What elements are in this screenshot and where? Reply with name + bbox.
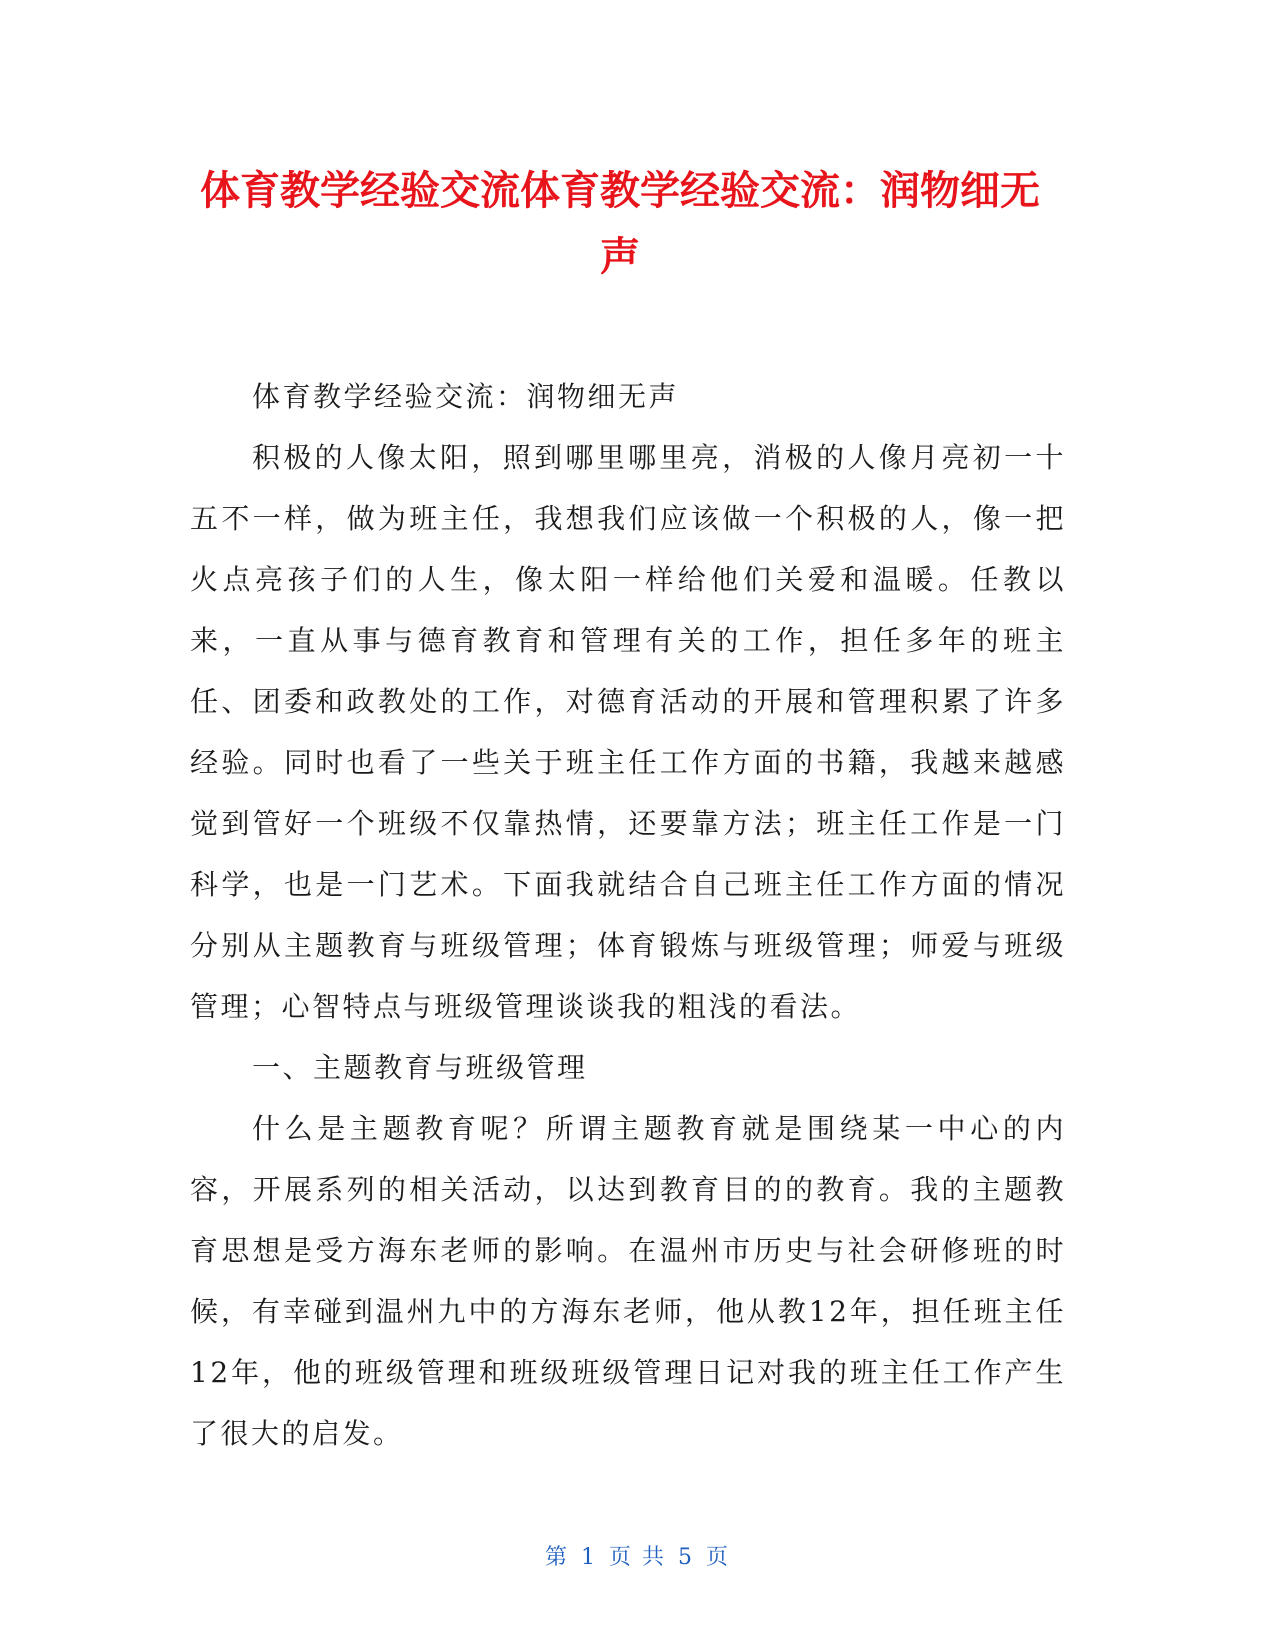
intro-paragraph: 积极的人像太阳，照到哪里哪里亮，消极的人像月亮初一十五不一样，做为班主任，我想我们应该做一个积极的人，像一把火点亮孩子们的人生，像太阳一样给他们关爱和温暖。任教以来，一直从事与德育教育和管理有关的工作，担任多年的班主任、团委和政教处的工作，对德育活动的开展和管理积累了许多经验。同时也看了一些关于班主任工作方面的书籍，我越来越感觉到管好一个班级不仅靠热情，还要靠方法；班主任工作是一门科学，也是一门艺术。下面我就结合自己班主任工作方面的情况分别从主题教育与班级管理；体育锻炼与班级管理；师爱与班级管理；心智特点与班级管理谈谈我的粗浅的看法。 xyxy=(190,441,1066,1023)
footer-total-pages: 5 xyxy=(678,1545,694,1570)
document-title: 体育教学经验交流体育教学经验交流：润物细无声 xyxy=(200,168,1040,280)
footer-prefix: 第 xyxy=(544,1545,569,1570)
document-body xyxy=(190,366,1066,1464)
section-heading: 一、主题教育与班级管理 xyxy=(252,1051,588,1084)
footer-current-page: 1 xyxy=(581,1545,597,1570)
section-paragraph: 什么是主题教育呢？所谓主题教育就是围绕某一中心的内容，开展系列的相关活动，以达到教育目的的教育。我的主题教育思想是受方海东老师的影响。在温州市历史与社会研修班的时候，有幸碰到温州九中的方海东老师，他从教12年，担任班主任12年，他的班级管理和班级班级管理日记对我的班主任工作产生了很大的启发。 xyxy=(190,1112,1066,1450)
footer-suffix: 页 xyxy=(706,1545,731,1570)
page-footer xyxy=(0,1540,1275,1571)
footer-middle: 页 共 xyxy=(609,1545,666,1570)
subtitle-paragraph: 体育教学经验交流：润物细无声 xyxy=(252,380,680,413)
